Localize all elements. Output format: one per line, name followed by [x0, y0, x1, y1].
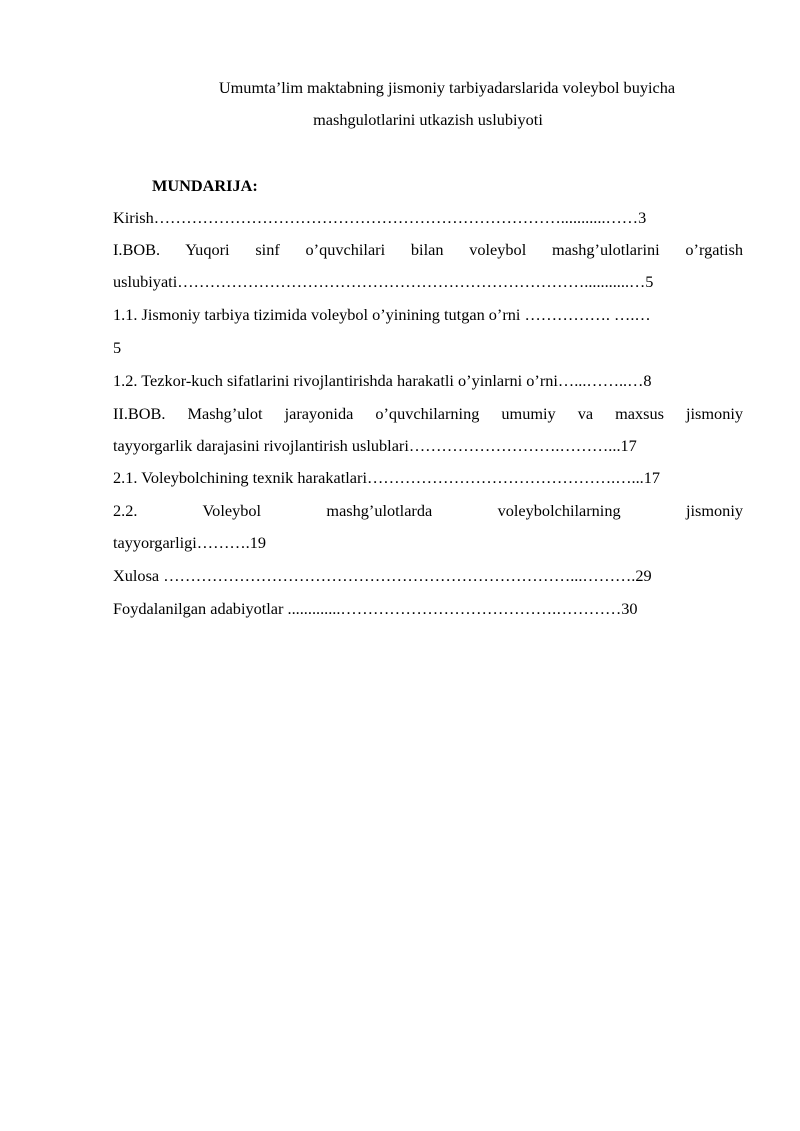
- toc-entry-1-2: 1.2. Tezkor-kuch sifatlarini rivojlantirishda harakatli o’yinlarni o’rni…...……..…8: [113, 371, 652, 390]
- document-title-line-2: mashgulotlarini utkazish uslubiyoti: [313, 110, 543, 129]
- toc-entry-adabiyotlar: Foydalanilgan adabiyotlar .............………………………………….…………30: [113, 599, 638, 618]
- toc-heading: MUNDARIJA:: [152, 176, 258, 195]
- toc-entry-2-2-line-2: tayyorgarligi……….19: [113, 533, 266, 552]
- toc-entry-1-1-page: 5: [113, 338, 122, 357]
- toc-entry-2-2-line-1: 2.2. Voleybol mashg’ulotlarda voleybolchilarning jismoniy: [113, 501, 743, 520]
- toc-entry-kirish: Kirish…………………………………………………………………...........……3: [113, 208, 647, 227]
- toc-entry-xulosa: Xulosa …………………………………………………………………...……….29: [113, 566, 652, 585]
- toc-entry-chapter-1-line-1: I.BOB. Yuqori sinf o’quvchilari bilan voleybol mashg’ulotlarini o’rgatish: [113, 240, 743, 259]
- toc-entry-2-1: 2.1. Voleybolchining texnik harakatlari……………………………………….…...17: [113, 468, 661, 487]
- toc-entry-1-1-line-1: 1.1. Jismoniy tarbiya tizimida voleybol o’yinining tutgan o’rni ……………. ….…: [113, 305, 651, 324]
- toc-entry-chapter-2-line-2: tayyorgarlik darajasini rivojlantirish uslublari……………………….………...17: [113, 436, 637, 455]
- toc-entry-chapter-2-line-1: II.BOB. Mashg’ulot jarayonida o’quvchilarning umumiy va maxsus jismoniy: [113, 404, 743, 423]
- toc-entry-chapter-1-line-2: uslubiyati…………………………………………………………………...........…5: [113, 272, 654, 291]
- document-title-line-1: Umumta’lim maktabning jismoniy tarbiyadarslarida voleybol buyicha: [218, 78, 676, 97]
